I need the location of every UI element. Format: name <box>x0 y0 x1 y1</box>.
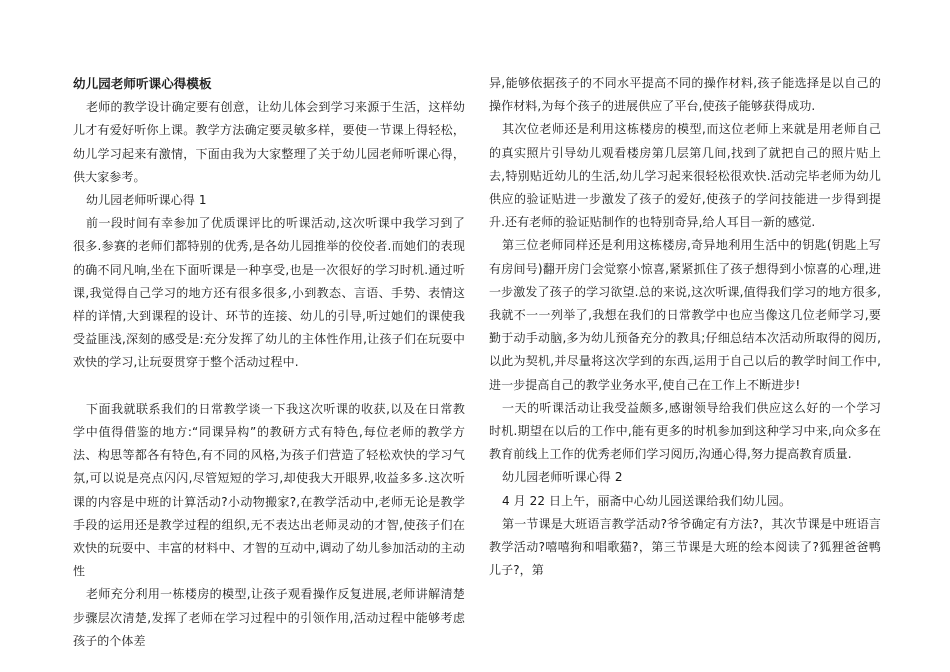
paragraph: 第一节课是大班语言教学活动?爷爷确定有方法?，其次节课是中班语言教学活动?嘻嘻狗和唱歌猫?，第三节课是大班的绘本阅读了?狐狸爸爸鸭儿子?，第 <box>489 516 881 578</box>
section-heading-2: 幼儿园老师听课心得 2 <box>502 470 623 485</box>
left-column <box>73 72 465 653</box>
right-column <box>489 72 881 582</box>
document-title: 幼儿园老师听课心得模板 <box>73 76 212 91</box>
blank-line <box>73 375 465 398</box>
intro-paragraph: 老师的教学设计确定要有创意，让幼儿体会到学习来源于生活，这样幼儿才有爱好听你上课。教学方法确定要灵敏多样，要使一节课上得轻松，幼儿学习起来有激情，下面由我为大家整理了关于幼儿园老师听课心得，供大家参考。 <box>73 100 465 184</box>
paragraph-continued: 异,能够依据孩子的不同水平提高不同的操作材料,孩子能选择是以自己的操作材料,为每个孩子的进展供应了平台,使孩子能够获得成功. <box>489 76 881 114</box>
paragraph: 一天的听课活动让我受益颇多,感谢领导给我们供应这么好的一个学习时机.期望在以后的工作中,能有更多的时机参加到这种学习中来,向众多在教育前线上工作的优秀老师们学习阅历,沟通心得,努力提高教育质量. <box>489 400 881 462</box>
paragraph: 老师充分利用一栋楼房的模型,让孩子观看操作反复进展,老师讲解清楚步骤层次清楚,发挥了老师在学习过程中的引领作用,活动过程中能够考虑孩子的个体差 <box>73 587 465 648</box>
paragraph: 4 月 22 日上午，丽斋中心幼儿园送课给我们幼儿园。 <box>502 493 792 508</box>
paragraph: 其次位老师还是利用这栋楼房的模型,而这位老师上来就是用老师自己的真实照片引导幼儿观看楼房第几层第几间,找到了就把自己的照片贴上去,特别贴近幼儿的生活,幼儿学习起来很轻松很欢快.活动完毕老师为幼儿供应的验证贴进一步激发了孩子的爱好,使孩子的学问技能进一步得到提升.还有老师的验证贴制作的也特别奇异,给人耳目一新的感觉. <box>489 122 881 230</box>
section-heading-1: 幼儿园老师听课心得 1 <box>86 193 207 208</box>
paragraph: 第三位老师同样还是利用这栋楼房,奇异地利用生活中的钥匙(钥匙上写有房间号)翻开房门会觉察小惊喜,紧紧抓住了孩子想得到小惊喜的心理,进一步激发了孩子的学习欲望.总的来说,这次听课,值得我们学习的地方很多,我就不一一列举了,我想在我们的日常教学中也应当像这几位老师学习,要勤于动手动脑,多为幼儿预备充分的教具;仔细总结本次活动所取得的阅历,以此为契机,并尽量将这次学到的东西,运用于自己以后的教学时间工作中,进一步提高自己的教学业务水平,使自己在工作上不断进步! <box>489 238 881 392</box>
paragraph: 前一段时间有幸参加了优质课评比的听课活动,这次听课中我学习到了很多.参赛的老师们都特别的优秀,是各幼儿园推举的佼佼者.而她们的表现的确不同凡响,坐在下面听课是一种享受,也是一次很好的学习时机.通过听课,我觉得自己学习的地方还有很多很多,小到教态、言语、手势、表情这样的详情,大到课程的设计、环节的连接、幼儿的引导,听过她们的课使我受益匪浅,深刻的感受是:充分发挥了幼儿的主体性作用,让孩子们在玩耍中欢快的学习,让玩耍贯穿于整个活动过程中. <box>73 216 465 370</box>
paragraph: 下面我就联系我们的日常教学谈一下我这次听课的收获,以及在日常教学中值得借鉴的地方:“同课异构”的教研方式有特色,每位老师的教学方法、构思等都各有特色,有不同的风格,为孩子们营造了轻松欢快的学习气氛,可以说是亮点闪闪,尽管短短的学习,却使我大开眼界,收益多多.这次听课的内容是中班的计算活动?小动物搬家?,在教学活动中,老师无论是教学手段的运用还是教学过程的组织,无不表达出老师灵动的才智,使孩子们在欢快的玩耍中、丰富的材料中、才智的互动中,调动了幼儿参加活动的主动性 <box>73 401 465 579</box>
